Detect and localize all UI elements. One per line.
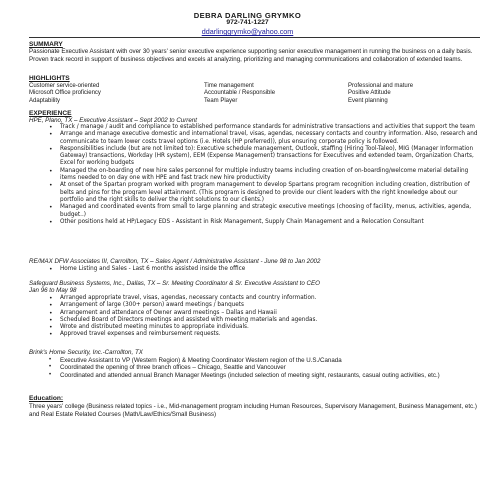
job-title: Safeguard Business Systems, Inc., Dallas, TX – Sr. Meeting Coordinator & Sr. Executive Assistant to CEO [29, 280, 320, 287]
list-item: • Managed and coordinated events from small to large planning and strategic executive meetings (choosing of facility, menus, activities, agenda, budget..) [60, 204, 481, 219]
list-item: • Responsibilities include (but are not limited to): Executive schedule management, Outlook, staffing (Hiring Tool-Taleo), MIG (Manager Information Gateway) transactions, Workday (HR system), EEM (Expense Management) transactions for Executives and extended team, Organization Charts, Excel for working budgets [60, 146, 481, 168]
job-bullet-list [60, 357, 481, 379]
list-item: • Coordinated and attended annual Branch Manager Meetings (included selection of meeting sight, restaurants, casual outing activities, etc.) [60, 372, 481, 379]
list-item: • Track / manage / audit and compliance to established performance standards for administrative transactions and activities that support the team [60, 124, 481, 131]
list-item: • At onset of the Spartan program worked with program management to develop Spartans program recognition including creation, distribution of belts and pins for the program level attainment. (This program is designed to provide our client leaders with the right knowledge about our portfolio and the right skills to deliver the right solutions to our clients.) [60, 182, 481, 204]
job-bullet-list [60, 124, 481, 226]
list-item: • Arrangement of large (300+ person) award meetings / banquets [60, 302, 481, 309]
highlights-column-3 [348, 83, 413, 105]
highlights-column-1 [29, 83, 101, 105]
job-title: Brink's Home Security, Inc.-Carrollton, TX [29, 349, 143, 356]
list-item: • Home Listing and Sales - Last 6 months assisted inside the office [60, 266, 481, 273]
summary-text: Passionate Executive Assistant with over 30 years' senior executive experience supporting senior executive management in running the business on a daily basis. Proven track record in support of business objectives and excels at analyzing, prioritizing and managing communications and collaboration of extended teams. [29, 48, 473, 63]
candidate-name: DEBRA DARLING GRYMKO [193, 11, 302, 20]
list-item: • Other positions held at HP/Legacy EDS - Assistant in Risk Management, Supply Chain Management and a Relocation Consultant [60, 219, 481, 226]
list-item: • Approved travel expenses and reimbursement requests. [60, 331, 481, 338]
highlight-item: Time management [204, 83, 254, 89]
highlights-column-2 [204, 83, 275, 105]
list-item: • Scheduled Board of Directors meetings and assisted with meeting materials and agendas. [60, 317, 481, 324]
highlight-item: Professional and mature [348, 83, 414, 89]
job-bullet-list [60, 266, 481, 273]
header-divider [29, 37, 480, 38]
highlight-item: Adaptability [29, 97, 61, 104]
highlight-item: Positive Attitude [348, 90, 391, 97]
highlight-item: Team Player [204, 97, 238, 104]
highlights-heading: HIGHLIGHTS [29, 75, 70, 82]
education-text: Three years' college (Business related topics - i.e., Mid-management program including Human Resources, Supervisory Management, Business Management, etc.) and Real Estate Related Courses (Math/Law/Ethics/Small Business) [29, 403, 477, 418]
list-item: • Managed the on-boarding of new hire sales personnel for multiple industry teams including creation of on-boarding/welcome material detailing items needed to on day one with HPE and fast track new hire productivity [60, 168, 481, 183]
list-item: • Arrange and manage executive domestic and international travel, visas, agendas, necessary contacts and country information. Also, research and communicate to team lower costs travel options (i.e. Hotels (HP preferred)), plus ensuring corporate policy is followed. [60, 131, 481, 146]
phone-number: 972-741-1227 [226, 19, 269, 26]
job-dates: Jan 96 to May 98 [29, 287, 77, 294]
list-item: • Coordinated the opening of three branch offices – Chicago, Seattle and Vancouver [60, 364, 481, 371]
summary-heading: SUMMARY [29, 41, 63, 48]
list-item: • Arrangement and attendance of Owner award meetings – Dallas and Hawaii [60, 310, 481, 317]
highlight-item: Customer service-oriented [29, 83, 100, 89]
highlight-item: Accountable / Responsible [204, 90, 276, 97]
job-title: HPE, Plano, TX – Executive Assistant – Sept 2002 to Current [29, 117, 197, 124]
email-link[interactable]: ddarlinggrymko@yahoo.com [201, 27, 294, 36]
list-item: • Arranged appropriate travel, visas, agendas, necessary contacts and country information. [60, 295, 481, 302]
highlight-item: Event planning [348, 97, 388, 104]
list-item: • Wrote and distributed meeting minutes to appropriate individuals. [60, 324, 481, 331]
experience-heading: EXPERIENCE [29, 110, 72, 117]
job-title: RE/MAX DFW Associates III, Carrollton, TX – Sales Agent / Administrative Assistant - June 98 to Jan 2002 [29, 258, 321, 265]
highlight-item: Microsoft Office proficiency [29, 90, 101, 97]
list-item: • Executive Assistant to VP (Western Region) & Meeting Coordinator Western region of the U.S./Canada [60, 357, 481, 364]
education-heading: Education: [29, 395, 64, 402]
job-bullet-list [60, 295, 481, 339]
